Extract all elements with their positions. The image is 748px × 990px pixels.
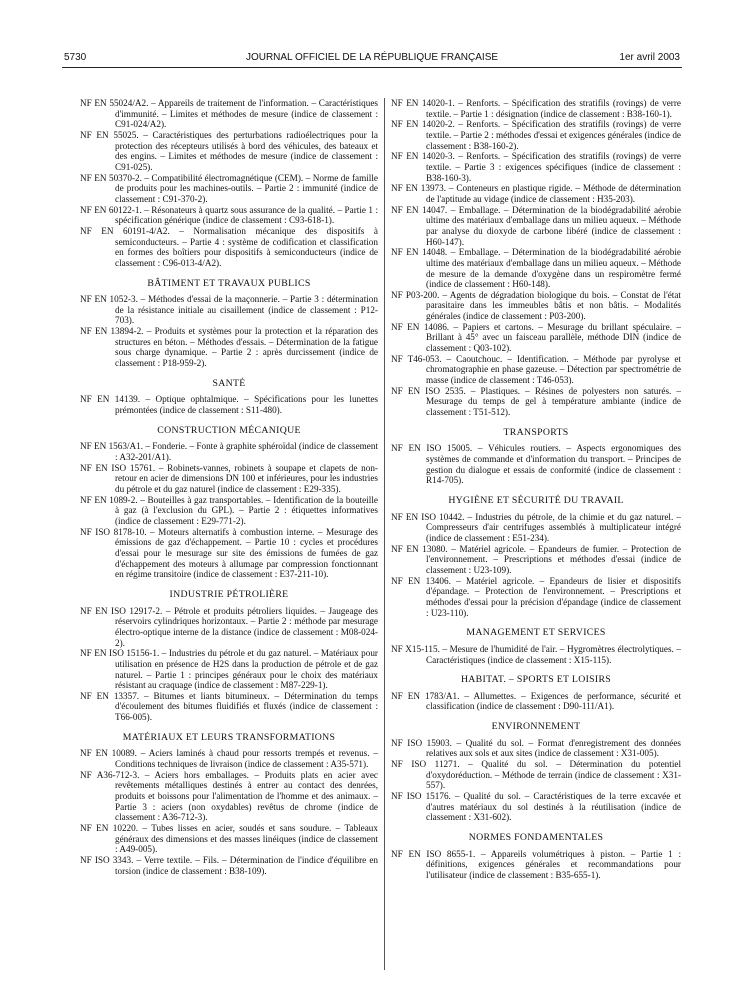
standard-entry: NF EN 1089-2. – Bouteilles à gaz transportables. – Identification de la bouteille à gaz (à l'exclusion du GPL). – Partie 2 : étiquettes informatives (indice de classement : E29-771-2). [80, 494, 378, 526]
right-column [391, 98, 681, 881]
standard-entry: NF X15-115. – Mesure de l'humidité de l'air. – Hygromètres électrolytiques. – Caractéristiques (indice de classement : X15-115). [391, 643, 681, 665]
standard-entry: NF EN 60191-4/A2. – Normalisation mécanique des dispositifs à semiconducteurs. – Partie 4 : système de codification et classification en formes des boîtiers pour dispositifs à semiconducteurs (indice de classement : C96-013-4/A2). [80, 225, 378, 268]
section-heading: MANAGEMENT ET SERVICES [466, 627, 606, 639]
section-heading: NORMES FONDAMENTALES [468, 832, 604, 844]
standard-entry: NF EN 13406. – Matériel agricole. – Epandeurs de lisier et dispositifs d'épandage. – Protection de l'environnement. – Prescriptions et méthodes d'essai pour la précision d'épandage (indice de classement : U23-110). [391, 575, 681, 618]
section-heading: MATÉRIAUX ET LEURS TRANSFORMATIONS [122, 731, 336, 743]
standard-entry: NF ISO 15176. – Qualité du sol. – Caractéristiques de la terre excavée et d'autres matériaux du sol destinés à la réutilisation (indice de classement : X31-602). [391, 791, 681, 823]
section-heading: BÂTIMENT ET TRAVAUX PUBLICS [147, 277, 311, 289]
section-heading: ENVIRONNEMENT [491, 721, 581, 733]
standard-entry: NF EN 14047. – Emballage. – Détermination de la biodégradabilité aérobie ultime des matériaux d'emballage dans un milieu aqueux. – Méthode par analyse du dioxyde de carbone libéré (indice de classement : H60-147). [391, 204, 681, 247]
page-header [64, 52, 680, 66]
standard-entry: NF EN ISO 8655-1. – Appareils volumétriques à piston. – Partie 1 : définitions, exigences générales et recommandations pour l'utilisateur (indice de classement : B35-655-1). [391, 848, 681, 880]
section-heading: HYGIÈNE ET SÉCURITÉ DU TRAVAIL [448, 494, 624, 506]
standard-entry: NF EN 50370-2. – Compatibilité électromagnétique (CEM). – Norme de famille de produits pour les machines-outils. – Partie 2 : immunité (indice de classement : C91-370-2). [80, 172, 378, 204]
standard-entry: NF EN 13357. – Bitumes et liants bitumineux. – Détermination du temps d'écoulement des bitumes fluidifiés et fluxés (indice de classement : T66-005). [80, 690, 378, 723]
section-heading: INDUSTRIE PÉTROLIÈRE [169, 588, 289, 600]
standard-entry: NF EN 14139. – Optique ophtalmique. – Spécifications pour les lunettes prémontées (indice de classement : S11-480). [80, 394, 378, 416]
standard-entry: NF EN 13973. – Conteneurs en plastique rigide. – Méthode de détermination de l'aptitude au vidage (indice de classement : H35-203). [391, 183, 681, 204]
standard-entry: NF EN 55024/A2. – Appareils de traitement de l'information. – Caractéristiques d'immunité. – Limites et méthodes de mesure (indice de classement : C91-024/A2). [80, 98, 378, 130]
header-rule [62, 67, 682, 68]
standard-entry: NF EN 13080. – Matériel agricole. – Epandeurs de fumier. – Protection de l'environnement. – Prescriptions et méthodes d'essai (indice de classement : U23-109). [391, 543, 681, 575]
issue-date: 1er avril 2003 [619, 52, 680, 63]
standard-entry: NF EN ISO 15761. – Robinets-vannes, robinets à soupape et clapets de non-retour en acier de dimensions DN 100 et inférieures, pour les industries du pétrole et du gaz naturel (indice de classement : E29-335). [80, 462, 378, 494]
standard-entry: NF EN 13894-2. – Produits et systèmes pour la protection et la réparation des structures en béton. – Méthodes d'essais. – Détermination de la fatigue sous charge dynamique. – Partie 2 : après durcissement (indice de classement : P18-959-2). [80, 326, 378, 369]
standard-entry: NF EN 1563/A1. – Fonderie. – Fonte à graphite sphéroïdal (indice de classement : A32-201/A1). [80, 441, 379, 463]
section-spacer [80, 269, 378, 279]
standard-entry: NF EN 14020-1. – Renforts. – Spécification des stratifils (rovings) de verre textile. – Partie 1 : désignation (indice de classement : B38-160-1). [391, 98, 681, 119]
page-number: 5730 [64, 52, 87, 63]
standard-entry: NF EN 1783/A1. – Allumettes. – Exigences de performance, sécurité et classification (indice de classement : D90-111/A1). [391, 690, 681, 712]
standard-entry: NF ISO 8178-10. – Moteurs alternatifs à combustion interne. – Mesurage des émissions de gaz d'échappement. – Partie 10 : cycles et procédures d'essai pour le mesurage sur site des émissions de fumées de gaz d'échappement des moteurs à allumage par compression fonctionnant en régime transitoire (indice de classement : E37-211-10). [80, 526, 378, 580]
journal-title: JOURNAL OFFICIEL DE LA RÉPUBLIQUE FRANÇAISE [245, 52, 499, 63]
standard-entry: NF EN ISO 2535. – Plastiques. – Résines de polyesters non saturés. – Mesurage du temps de gel à température ambiante (indice de classement : T51-512). [391, 385, 681, 418]
standard-entry: NF ISO 3343. – Verre textile. – Fils. – Détermination de l'indice d'équilibre en torsion (indice de classement : B38-109). [80, 855, 378, 876]
standard-entry: NF EN 10220. – Tubes lisses en acier, soudés et sans soudure. – Tableaux généraux des dimensions et des masses linéiques (indice de classement : A49-005). [80, 823, 378, 855]
standard-entry: NF EN 60122-1. – Résonateurs à quartz sous assurance de la qualité. – Partie 1 : spécification générique (indice de classement : C93-618-1). [80, 204, 378, 226]
standard-entry: NF EN 14086. – Papiers et cartons. – Mesurage du brillant spéculaire. – Brillant à 45° avec un faisceau parallèle, méthode DIN (indice de classement : Q03-102). [391, 321, 681, 354]
standard-entry: NF EN 14020-3. – Renforts. – Spécification des stratifils (rovings) de verre textile. – Partie 3 : exigences spécifiques (indice de classement : B38-160-3). [391, 151, 681, 183]
standard-entry: NF EN ISO 10442. – Industries du pétrole, de la chimie et du gaz naturel. – Compresseurs d'air centrifuges assemblés à multiplicateur intégré (indice de classement : E51-234). [391, 511, 681, 543]
section-heading: CONSTRUCTION MÉCANIQUE [157, 424, 301, 436]
standard-entry: NF P03-200. – Agents de dégradation biologique du bois. – Constat de l'état parasitaire dans les immeubles bâtis et non bâtis. – Modalités générales (indice de classement : P03-200). [391, 289, 681, 322]
standard-entry: NF EN 1052-3. – Méthodes d'essai de la maçonnerie. – Partie 3 : détermination de la résistance initiale au cisaillement (indice de classement : P12-703). [80, 294, 378, 326]
standard-entry: NF EN ISO 15156-1. – Industries du pétrole et du gaz naturel. – Matériaux pour utilisation en présence de H2S dans la production de pétrole et de gaz naturel. – Partie 1 : principes généraux pour le choix des matériaux résistant au craquage (indice de classement : M87-229-1). [80, 648, 378, 691]
standard-entry: NF EN ISO 15005. – Véhicules routiers. – Aspects ergonomiques des systèmes de commande et d'information du transport. – Principes de gestion du dialogue et essais de conformité (indice de classement : R14-705). [391, 443, 681, 486]
section-heading: TRANSPORTS [503, 426, 569, 438]
standard-entry: NF EN ISO 12917-2. – Pétrole et produits pétroliers liquides. – Jaugeage des réservoirs cylindriques horizontaux. – Partie 2 : méthode par mesurage électro-optique interne de la distance (indice de classement : M08-024-2). [80, 605, 378, 648]
standard-entry: NF ISO 15903. – Qualité du sol. – Format d'enregistrement des données relatives aux sols et aux sites (indice de classement : X31-005). [391, 737, 681, 759]
column-divider [384, 98, 385, 970]
standard-entry: NF T46-053. – Caoutchouc. – Identification. – Méthode par pyrolyse et chromatographie en phase gazeuse. – Détection par spectrométrie de masse (indice de classement : T46-053). [391, 353, 681, 386]
standard-entry: NF ISO 11271. – Qualité du sol. – Détermination du potentiel d'oxydoréduction. – Méthode de terrain (indice de classement : X31-557). [391, 759, 681, 791]
standard-entry: NF EN 10089. – Aciers laminés à chaud pour ressorts trempés et revenus. – Conditions techniques de livraison (indice de classement : A35-571). [80, 748, 378, 770]
standard-entry: NF A36-712-3. – Aciers hors emballages. – Produits plats en acier avec revêtements métalliques destinés à entrer au contact des denrées, produits et boissons pour l'alimentation de l'homme et des animaux. – Partie 3 : aciers (non oxydables) revêtus de chrome (indice de classement : A36-712-3). [80, 769, 378, 823]
section-heading: HABITAT. – SPORTS ET LOISIRS [460, 674, 612, 686]
standard-entry: NF EN 55025. – Caractéristiques des perturbations radioélectriques pour la protection des récepteurs utilisés à bord des véhicules, des bateaux et des engins. – Limites et méthodes de mesure (indice de classement : C91-025). [80, 129, 378, 172]
section-heading: SANTÉ [212, 377, 246, 389]
standard-entry: NF EN 14020-2. – Renforts. – Spécification des stratifils (rovings) de verre textile. – Partie 2 : méthodes d'essai et exigences générales (indice de classement : B38-160-2). [391, 119, 681, 151]
left-column [80, 98, 378, 876]
standard-entry: NF EN 14048. – Emballage. – Détermination de la biodégradabilité aérobie ultime des matériaux d'emballage dans un milieu aqueux. – Méthode de mesure de la demande d'oxygène dans un respiromètre fermé (indice de classement : H60-148). [391, 247, 681, 290]
